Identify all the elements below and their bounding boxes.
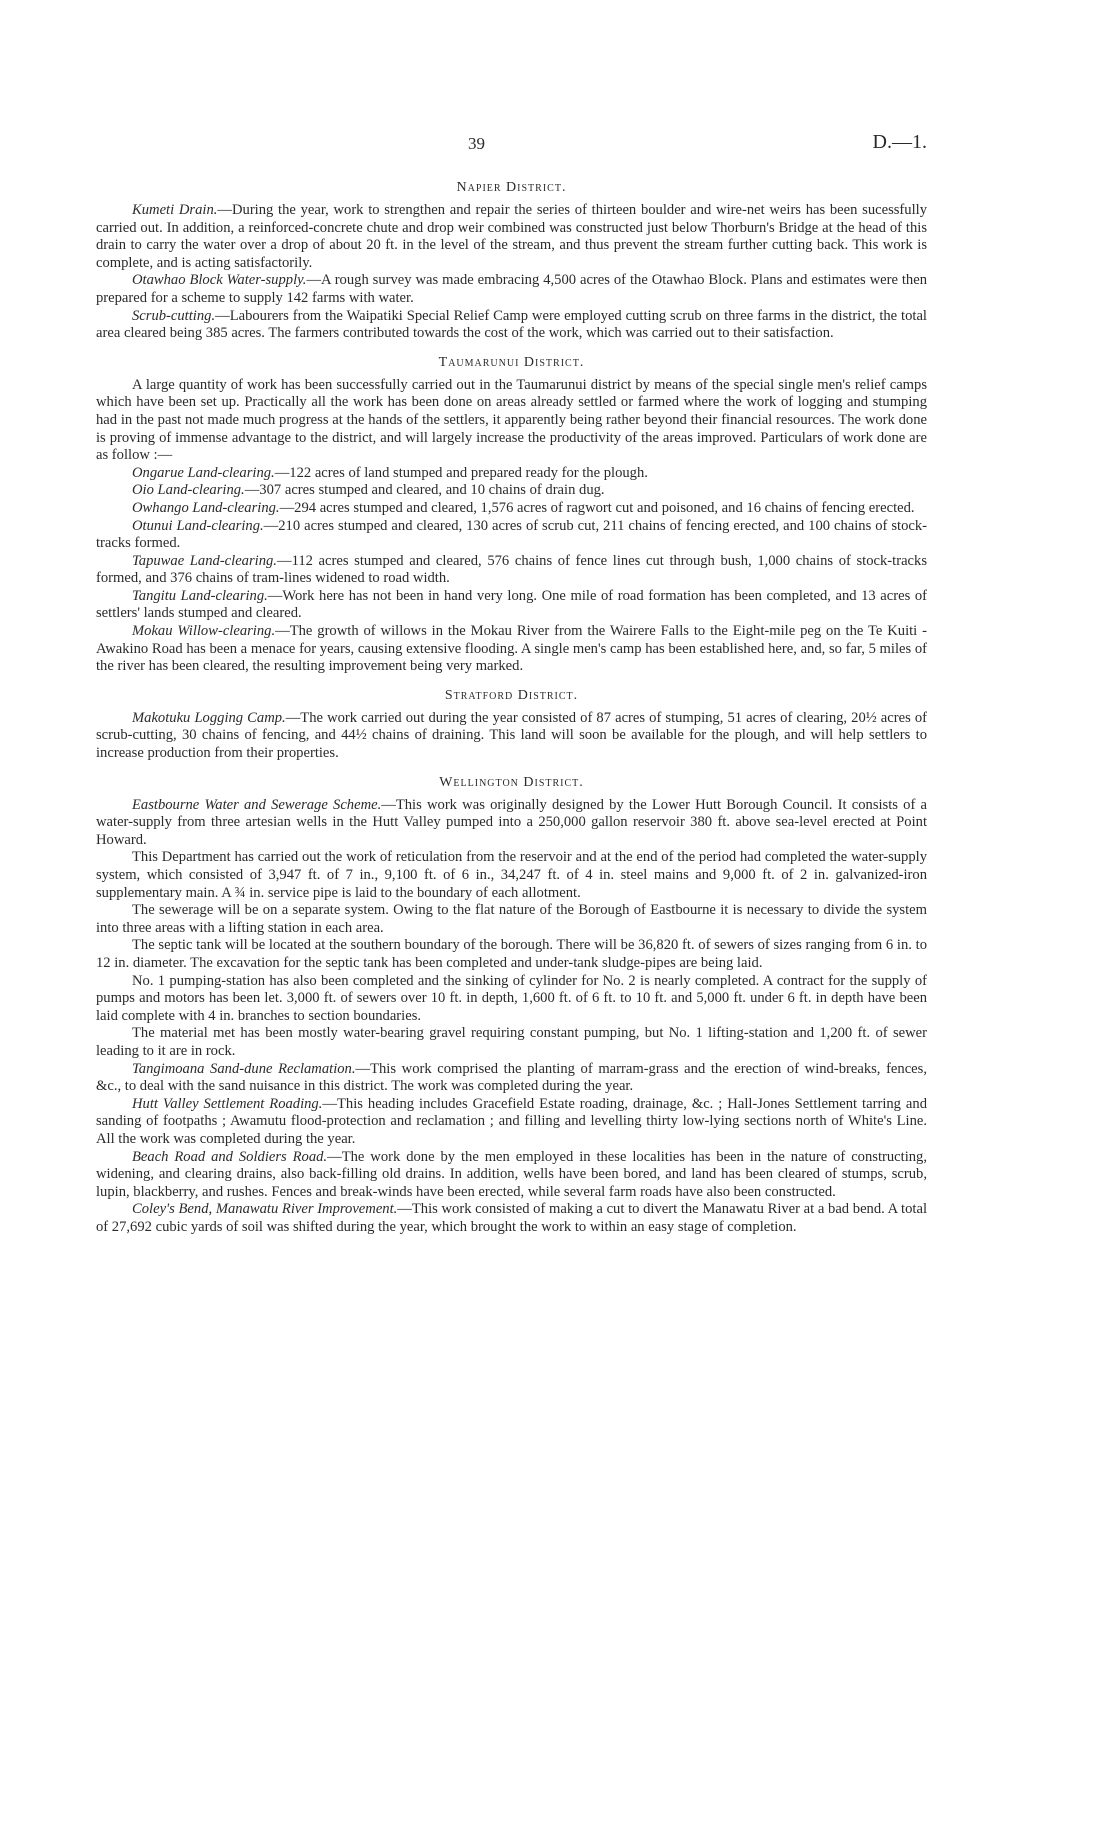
paragraph xyxy=(96,973,927,1026)
paragraph xyxy=(96,937,927,972)
paragraph-title: Mokau Willow-clearing. xyxy=(132,623,276,640)
paragraph-title: Otunui Land-clearing. xyxy=(132,517,264,534)
section-heading: Stratford District. xyxy=(444,687,579,703)
paragraph-text: —294 acres stumped and cleared, 1,576 acres of ragwort cut and poisoned, and 16 chains of fencing erected. xyxy=(279,499,915,516)
section-heading: Taumarunui District. xyxy=(438,354,585,370)
paragraph-title: Owhango Land-clearing. xyxy=(132,499,280,516)
paragraph xyxy=(96,308,927,343)
paragraph-text: —Work here has not been in hand very long. One mile of road formation has been completed, and 13 acres of settlers' lands stumped and cleared. xyxy=(96,587,927,622)
paragraph-title: Hutt Valley Settlement Roading. xyxy=(132,1095,323,1112)
paragraph xyxy=(96,588,927,623)
paragraph-text: This Department has carried out the work of reticulation from the reservoir and at the end of the period had completed the water-supply system, which consisted of 3,947 ft. of 7 in., 9,100 ft. of 6 in., 34,247 ft. of 4 in. steel mains and 9,000 ft. of 2 in. galvanized-iron supplementary main. A ¾ in. service pipe is laid to the boundary of each allotment. xyxy=(96,849,927,901)
paragraph xyxy=(96,710,927,763)
paragraph xyxy=(96,797,927,850)
paragraph-text: —122 acres of land stumped and prepared ready for the plough. xyxy=(274,464,648,481)
paragraph xyxy=(96,518,927,553)
paragraph-text: The septic tank will be located at the southern boundary of the borough. There will be 36,820 ft. of sewers of sizes ranging from 6 in. to 12 in. diameter. The excavation for the septic tank has been completed and under-tank sludge-pipes are being laid. xyxy=(96,937,927,971)
document-reference: D.—1. xyxy=(872,131,927,153)
paragraph-title: Coley's Bend, Manawatu River Improvement. xyxy=(132,1201,398,1218)
paragraph-text: The sewerage will be on a separate system. Owing to the flat nature of the Borough of Eastbourne it is necessary to divide the system into three areas with a lifting station in each area. xyxy=(96,902,927,936)
paragraph-text: —This work comprised the planting of marram-grass and the erection of wind-breaks, fences, &c., to deal with the sand nuisance in this district. The work was completed during the year. xyxy=(96,1060,927,1095)
paragraph-text: —210 acres stumped and cleared, 130 acres of scrub cut, 211 chains of fencing erected, and 100 chains of stock-tracks formed. xyxy=(96,517,928,552)
paragraph xyxy=(96,377,927,465)
paragraph-text: —The work carried out during the year consisted of 87 acres of stumping, 51 acres of clearing, 20½ acres of scrub-cutting, 30 chains of fencing, and 44½ chains of draining. This land will soon be available for the plough, and will help settlers to increase production from their properties. xyxy=(96,709,927,762)
section-heading: Wellington District. xyxy=(439,774,584,790)
paragraph xyxy=(96,272,927,307)
paragraph-title: Makotuku Logging Camp. xyxy=(132,709,286,726)
paragraph-text: —The growth of willows in the Mokau River from the Wairere Falls to the Eight-mile peg on the Te Kuiti - Awakino Road has been a menace for years, causing extensive flooding. A single men's camp has been established here, and, so far, 5 miles of the river has been cleared, the resulting improvement being very marked. xyxy=(96,623,927,675)
paragraph xyxy=(96,902,927,937)
paragraph-text: —A rough survey was made embracing 4,500 acres of the Otawhao Block. Plans and estimates were then prepared for a scheme to supply 142 farms with water. xyxy=(96,272,927,306)
paragraph-text: —307 acres stumped and cleared, and 10 chains of drain dug. xyxy=(244,482,605,499)
paragraph-text: The material met has been mostly water-bearing gravel requiring constant pumping, but No. 1 lifting-station and 1,200 ft. of sewer leading to it are in rock. xyxy=(96,1025,927,1059)
document-page xyxy=(96,128,927,1236)
paragraph-title: Otawhao Block Water-supply. xyxy=(132,272,307,289)
paragraph xyxy=(96,1025,927,1060)
paragraph-title: Eastbourne Water and Sewerage Scheme. xyxy=(132,796,382,813)
paragraph xyxy=(96,202,927,272)
paragraph xyxy=(96,500,927,518)
paragraph-title: Tangitu Land-clearing. xyxy=(132,587,268,604)
paragraph xyxy=(96,553,927,588)
paragraph-text: A large quantity of work has been successfully carried out in the Taumarunui district by means of the special single men's relief camps which have been set up. Practically all the work has been done on areas already settled or farmed where the work of logging and stumping had in the past not made much progress at the hands of the settlers, it apparently being rather beyond their financial resources. The work done is proving of immense advantage to the district, and will largely increase the productivity of the areas improved. Particulars of work done are as follow :— xyxy=(96,376,927,464)
page-number: 39 xyxy=(468,134,485,153)
paragraph xyxy=(96,482,927,500)
paragraph-title: Scrub-cutting. xyxy=(132,307,216,324)
paragraph-text: —This heading includes Gracefield Estate roading, drainage, &c. ; Hall-Jones Settlement tarring and sanding of footpaths ; Awamutu flood-protection and reclamation ; and filling and levelling thirty low-lying sections north of White's Line. All the work was completed during the year. xyxy=(96,1095,927,1147)
paragraph xyxy=(96,849,927,902)
page-header xyxy=(96,128,927,158)
paragraph-text: —This work consisted of making a cut to divert the Manawatu River at a bad bend. A total of 27,692 cubic yards of soil was shifted during the year, which brought the work to within an easy stage of completion. xyxy=(96,1201,927,1235)
paragraph-title: Beach Road and Soldiers Road. xyxy=(132,1148,328,1165)
paragraph xyxy=(96,1201,927,1236)
paragraph xyxy=(96,1096,927,1149)
paragraph-title: Tapuwae Land-clearing. xyxy=(132,552,277,569)
paragraph-text: No. 1 pumping-station has also been completed and the sinking of cylinder for No. 2 is nearly completed. A contract for the supply of pumps and motors has been let. 3,000 ft. of sewers over 10 ft. in depth, 1,600 ft. of 6 ft. to 10 ft. and 5,000 ft. under 6 ft. in depth have been laid complete with 4 in. branches to section boundaries. xyxy=(96,972,927,1024)
paragraph-title: Kumeti Drain. xyxy=(132,202,218,218)
paragraph xyxy=(96,623,927,676)
paragraph xyxy=(96,1149,927,1202)
paragraph xyxy=(96,465,927,483)
document-body xyxy=(96,180,927,1236)
paragraph-text: —During the year, work to strengthen and repair the series of thirteen boulder and wire-net weirs has been sucessfully carried out. In addition, a reinforced-concrete chute and drop weir combined was constructed just below Thorburn's Bridge at the head of this drain to carry the water over a drop of about 20 ft. in the level of the stream, and thus prevent the stream further cutting back. This work is complete, and is acting satisfactorily. xyxy=(96,202,927,271)
paragraph-title: Oio Land-clearing. xyxy=(132,482,245,499)
paragraph-text: —This work was originally designed by the Lower Hutt Borough Council. It consists of a water-supply from three artesian wells in the Hutt Valley pumped into a 250,000 gallon reservoir 380 ft. above sea-level erected at Point Howard. xyxy=(96,796,927,848)
paragraph-title: Tangimoana Sand-dune Reclamation. xyxy=(132,1060,356,1077)
paragraph-text: —Labourers from the Waipatiki Special Relief Camp were employed cutting scrub on three farms in the district, the total area cleared being 385 acres. The farmers contributed towards the cost of the work, which was carried out to their satisfaction. xyxy=(96,307,927,342)
section-heading: Napier District. xyxy=(456,180,567,195)
paragraph-text: —112 acres stumped and cleared, 576 chains of fence lines cut through bush, 1,000 chains of stock-tracks formed, and 376 chains of tram-lines widened to road width. xyxy=(96,552,927,587)
paragraph xyxy=(96,1061,927,1096)
paragraph-text: —The work done by the men employed in these localities has been in the nature of constructing, widening, and clearing drains, also back-filling old drains. In addition, wells have been bored, and land has been cleared of stumps, scrub, lupin, blackberry, and rushes. Fences and break-winds have been erected, while several farm roads have also been constructed. xyxy=(96,1148,927,1200)
paragraph-title: Ongarue Land-clearing. xyxy=(132,464,275,481)
